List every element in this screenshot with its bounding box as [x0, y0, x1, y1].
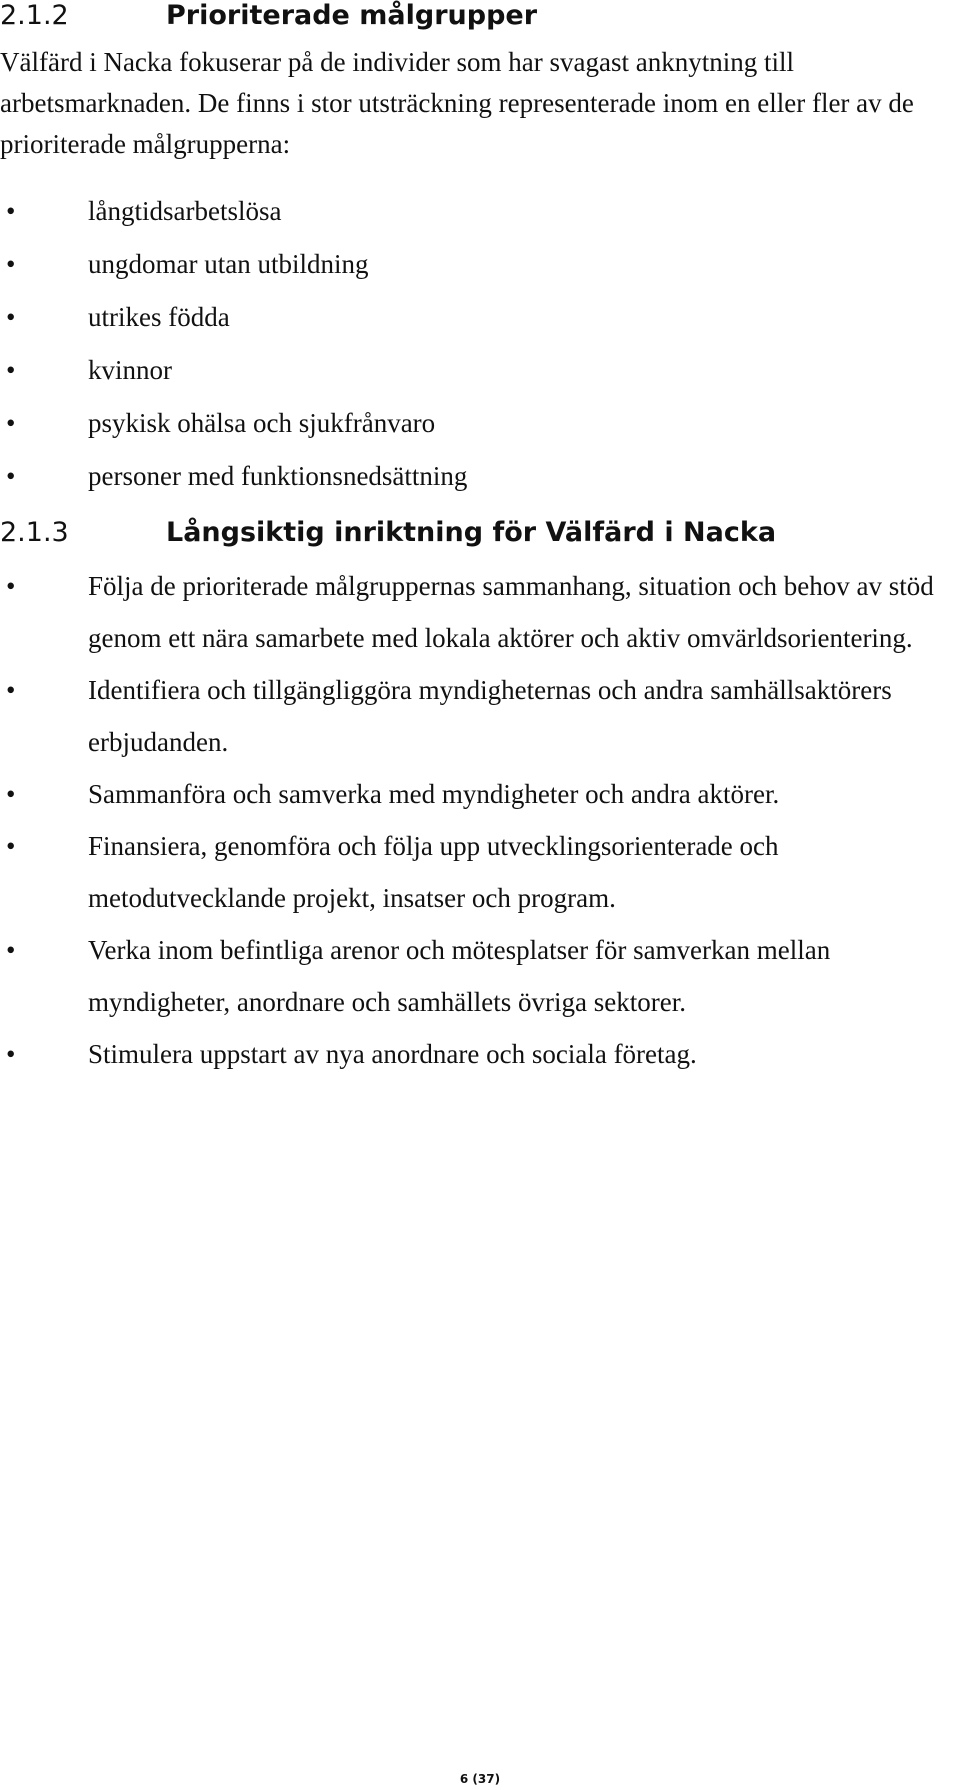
list-item-text: Stimulera uppstart av nya anordnare och sociala företag. — [88, 1039, 697, 1069]
list-item-text: ungdomar utan utbildning — [88, 249, 369, 279]
list-item-text: Sammanföra och samverka med myndigheter och andra aktörer. — [88, 779, 780, 809]
bullet-icon: • — [6, 196, 16, 226]
list-item — [0, 560, 950, 664]
list-item — [0, 820, 950, 924]
bullet-icon: • — [6, 831, 16, 861]
list-item — [0, 238, 950, 291]
list-item-text: långtidsarbetslösa — [88, 196, 282, 226]
target-groups-list — [0, 185, 950, 503]
bullet-icon: • — [6, 935, 16, 965]
bullet-icon: • — [6, 571, 16, 601]
section-heading-langsiktig-inriktning — [0, 517, 776, 549]
bullet-icon: • — [6, 302, 16, 332]
intro-paragraph: Välfärd i Nacka fokuserar på de individer som har svagast anknytning till arbetsmarknaden. De finns i stor utsträckning representerade inom en eller fler av de prioriterade målgrupperna: — [0, 47, 914, 159]
list-item-text: Följa de prioriterade målgruppernas sammanhang, situation och behov av stöd genom ett nära samarbete med lokala aktörer och aktiv omvärldsorientering. — [88, 571, 934, 653]
list-item-text: personer med funktionsnedsättning — [88, 461, 468, 491]
list-item-text: psykisk ohälsa och sjukfrånvaro — [88, 408, 436, 438]
list-item — [0, 768, 950, 820]
bullet-icon: • — [6, 249, 16, 279]
list-item — [0, 185, 950, 238]
long-term-direction-list — [0, 560, 950, 1080]
list-item — [0, 924, 950, 1028]
list-item — [0, 664, 950, 768]
section-number: 2.1.2 — [0, 0, 69, 31]
list-item-text: Verka inom befintliga arenor och mötesplatser för samverkan mellan myndigheter, anordnare och samhällets övriga sektorer. — [88, 935, 831, 1017]
list-item-text: Finansiera, genomföra och följa upp utvecklingsorienterade och metodutvecklande projekt, insatser och program. — [88, 831, 779, 913]
bullet-icon: • — [6, 675, 16, 705]
bullet-icon: • — [6, 779, 16, 809]
page-number: 6 (37) — [459, 1772, 501, 1786]
section-heading-prioriterade-malgrupper — [0, 0, 537, 32]
section-title: Prioriterade målgrupper — [166, 0, 538, 31]
bullet-icon: • — [6, 1039, 16, 1069]
list-item-text: kvinnor — [88, 355, 172, 385]
list-item — [0, 344, 950, 397]
bullet-icon: • — [6, 355, 16, 385]
list-item-text: utrikes födda — [88, 302, 230, 332]
bullet-icon: • — [6, 408, 16, 438]
list-item — [0, 450, 950, 503]
list-item — [0, 1028, 950, 1080]
list-item — [0, 397, 950, 450]
bullet-icon: • — [6, 461, 16, 491]
list-item-text: Identifiera och tillgängliggöra myndigheternas och andra samhällsaktörers erbjudanden. — [88, 675, 892, 757]
section-number: 2.1.3 — [0, 517, 69, 548]
list-item — [0, 291, 950, 344]
section-title: Långsiktig inriktning för Välfärd i Nacka — [166, 517, 777, 548]
